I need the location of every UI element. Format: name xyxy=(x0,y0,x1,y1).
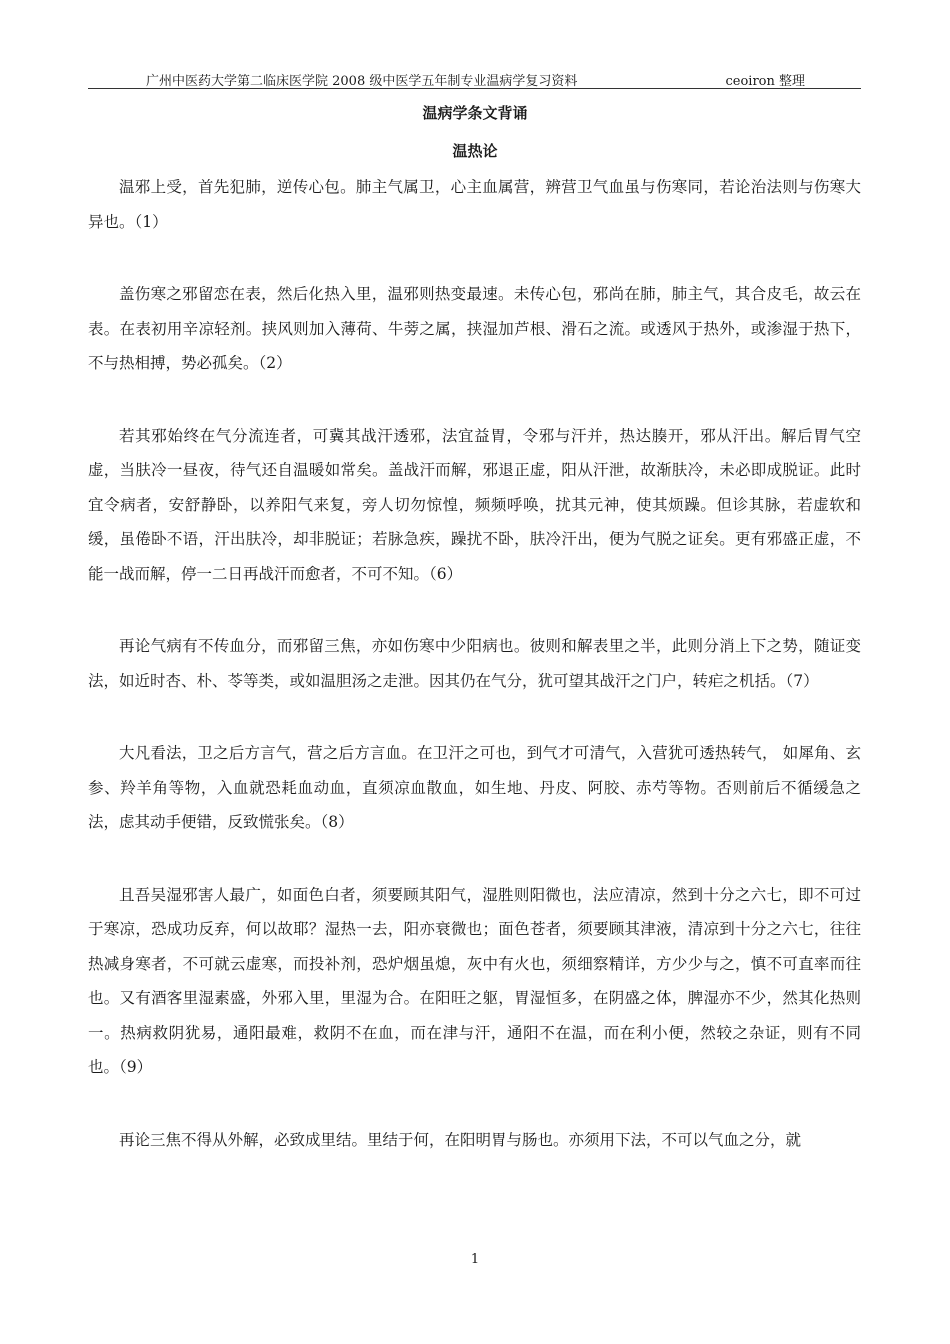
paragraph-2: 盖伤寒之邪留恋在表，然后化热入里，温邪则热变最速。未传心包，邪尚在肺，肺主气，其合皮毛，故云在表。在表初用辛凉轻剂。挟风则加入薄荷、牛蒡之属，挟湿加芦根、滑石之流。或透风于热外，或渗湿于热下，不与热相搏，势必孤矣。（2） xyxy=(88,285,861,372)
paragraph-4: 再论气病有不传血分，而邪留三焦，亦如伤寒中少阳病也。彼则和解表里之半，此则分消上下之势，随证变法，如近时杏、朴、苓等类，或如温胆汤之走泄。因其仍在气分，犹可望其战汗之门户，转疟之机括。（7） xyxy=(88,637,861,690)
paragraph-3: 若其邪始终在气分流连者，可冀其战汗透邪，法宜益胃，令邪与汗并，热达腠开，邪从汗出。解后胃气空虚，当肤冷一昼夜，待气还自温暖如常矣。盖战汗而解，邪退正虚，阳从汗泄，故渐肤冷，未必即成脱证。此时宜令病者，安舒静卧，以养阳气来复，旁人切勿惊惶，频频呼唤，扰其元神，使其烦躁。但诊其脉，若虚软和缓，虽倦卧不语，汗出肤冷，却非脱证；若脉急疾，躁扰不卧，肤冷汗出，便为气脱之证矣。更有邪盛正虚，不能一战而解，停一二日再战汗而愈者，不可不知。（6） xyxy=(88,426,861,583)
section-title: 温热论 xyxy=(452,142,498,160)
page-number: 1 xyxy=(470,1252,480,1267)
header-left-text: 广州中医药大学第二临床医学院 2008 级中医学五年制专业温病学复习资料 xyxy=(146,74,578,89)
document-title: 温病学条文背诵 xyxy=(422,104,528,122)
header-right-text: ceoiron 整理 xyxy=(725,74,805,89)
body-text xyxy=(88,170,861,1195)
page-header xyxy=(88,68,861,89)
paragraph-6: 且吾吴湿邪害人最广，如面色白者，须要顾其阳气，湿胜则阳微也，法应清凉，然到十分之六七，即不可过于寒凉，恐成功反弃，何以故耶？湿热一去，阳亦衰微也；面色苍者，须要顾其津液，清凉到十分之六七，往往热减身寒者，不可就云虚寒，而投补剂，恐炉烟虽熄，灰中有火也，须细察精详，方少少与之，慎不可直率而往也。又有酒客里湿素盛，外邪入里，里湿为合。在阳旺之躯，胃湿恒多，在阴盛之体，脾湿亦不少，然其化热则一。热病救阴犹易，通阳最难，救阴不在血，而在津与汗，通阳不在温，而在利小便，然较之杂证，则有不同也。（9） xyxy=(88,885,861,1076)
paragraph-7: 再论三焦不得从外解，必致成里结。里结于何，在阳明胃与肠也。亦须用下法，不可以气血之分，就 xyxy=(119,1130,802,1149)
paragraph-1: 温邪上受，首先犯肺，逆传心包。肺主气属卫，心主血属营，辨营卫气血虽与伤寒同，若论治法则与伤寒大异也。（1） xyxy=(88,178,861,231)
paragraph-5: 大凡看法，卫之后方言气，营之后方言血。在卫汗之可也，到气才可清气，入营犹可透热转气， 如犀角、玄参、羚羊角等物，入血就恐耗血动血，直须凉血散血，如生地、丹皮、阿胶、赤芍等物。否则前后不循缓急之法，虑其动手便错，反致慌张矣。（8） xyxy=(88,744,861,831)
